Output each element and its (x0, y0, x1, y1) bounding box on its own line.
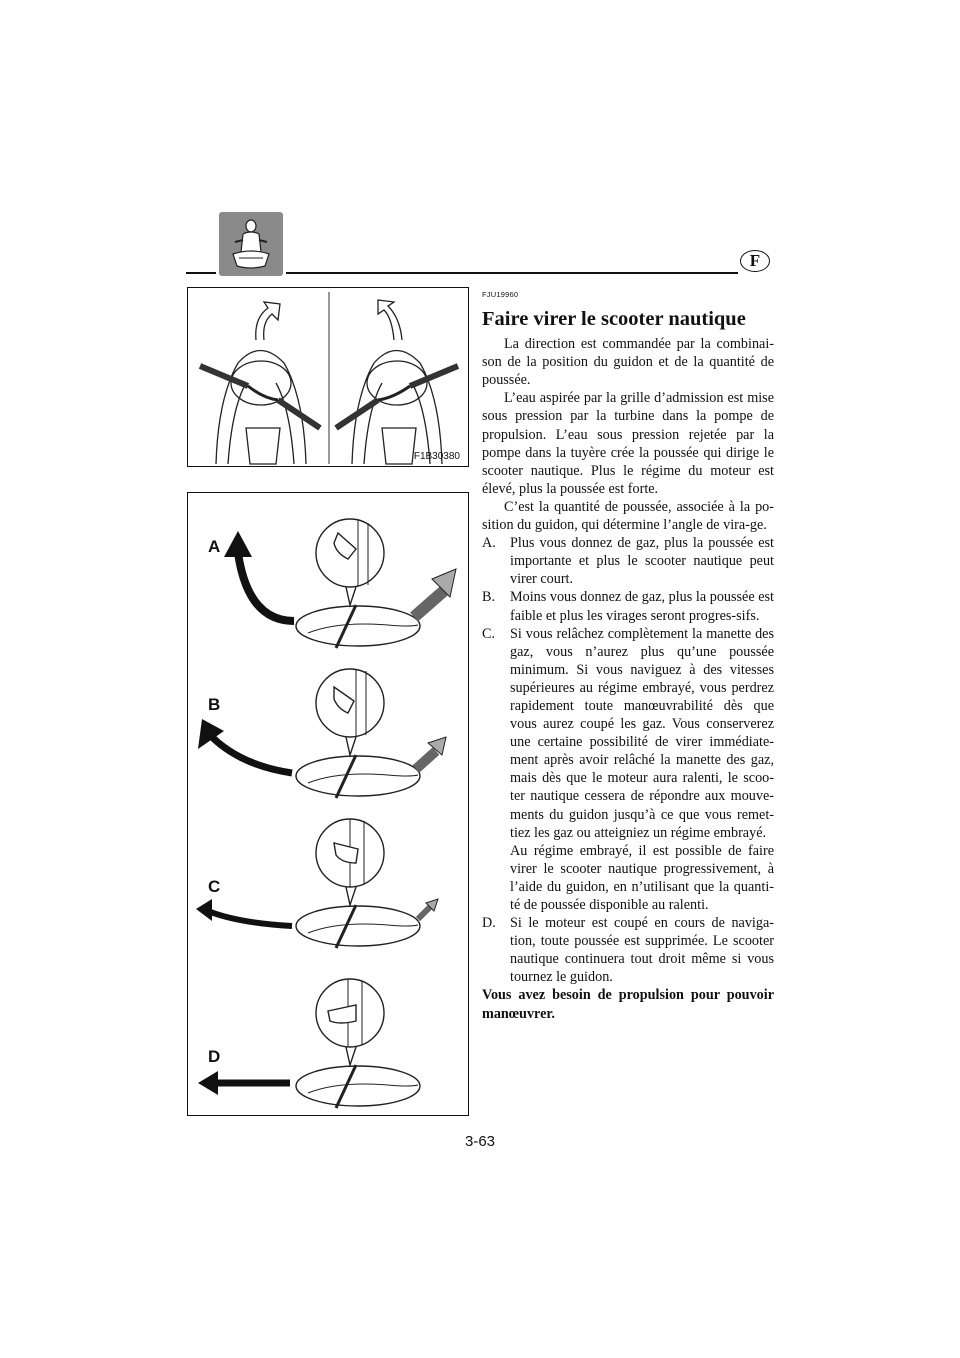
throttle-steps-illustration (188, 493, 467, 1114)
list-text: Si le moteur est coupé en cours de naviga-tion, toute poussée est supprimée. Le scooter nautique continuera tout droit même si vous tournez le guidon. (510, 915, 774, 986)
step-label-c: C (208, 877, 221, 896)
list-item-d (482, 914, 774, 986)
list-text: Si vous relâchez complètement la manette des gaz, vous n’aurez plus qu’une poussée minimum. Si vous naviguez à des vitesses supérieures au régime embrayé, vous perdrez rapidement toute manœuvrabilité dès que vous aurez coupé les gaz. Vous conserverez une certaine possibilité de virer immédiate-ment après avoir relâché la manette des gaz, mais dès que le moteur aura ralenti, le scoo-ter nautique cessera de répondre aux mouve-ments du guidon jusqu’à ce que vous remet-tiez les gaz ou atteigniez un régime embrayé. (510, 625, 774, 841)
handlebar-left-panel (200, 302, 320, 464)
warning-note: Vous avez besoin de propulsion pour pouvoir manœuvrer. (482, 987, 774, 1022)
header-rule-left (186, 272, 216, 274)
chapter-tab (219, 212, 283, 276)
step-label-d: D (208, 1047, 221, 1066)
list-label: A. (482, 535, 496, 552)
step-b-diagram (198, 669, 446, 798)
list-item-c (482, 625, 774, 842)
jet-ski-rider-icon (219, 212, 283, 276)
list-item-c-continued: Au régime embrayé, il est possible de faire virer le scooter nautique progressivement, à l’aide du guidon, en n’utilisant que la quanti-té de poussée disponible au ralenti. (510, 842, 774, 913)
list-text: Plus vous donnez de gaz, plus la poussée est importante et plus le scooter nautique peut virer court. (510, 535, 774, 588)
page-number: 3-63 (464, 1133, 496, 1150)
figure-code: F1B30380 (413, 451, 460, 462)
list-label: B. (482, 589, 496, 606)
section-id: FJU19960 (482, 290, 519, 299)
header-rule-right (286, 272, 738, 274)
paragraph: L’eau aspirée par la grille d’admission est mise sous pression par la turbine dans la pompe de propulsion. L’eau sous pression rejetée par la pompe dans la tuyère crée la poussée qui dirige le scooter nautique. Plus le régime du moteur est élevé, plus la poussée est forte. (482, 390, 774, 497)
handlebar-illustration (188, 288, 467, 465)
figure-handlebar (187, 287, 469, 467)
handlebar-right-panel (336, 300, 458, 464)
list-item-a (482, 534, 774, 588)
figure-throttle-steps (187, 492, 469, 1116)
list-label: D. (482, 915, 496, 932)
list-item-b (482, 588, 774, 624)
step-label-a: A (208, 537, 221, 556)
list-label: C. (482, 625, 496, 642)
text-column (482, 286, 774, 1023)
step-d-diagram (198, 979, 420, 1108)
step-a-diagram (224, 519, 456, 648)
step-c-diagram (196, 819, 438, 948)
section-title: Faire virer le scooter nautique (482, 308, 746, 331)
list-text: Moins vous donnez de gaz, plus la poussée est faible et plus les virages seront progres-sifs. (510, 589, 774, 624)
language-badge: F (740, 250, 770, 272)
paragraph: C’est la quantité de poussée, associée à la po-sition du guidon, qui détermine l’angle de vira-ge. (482, 498, 774, 534)
paragraph: La direction est commandée par la combinai-son de la position du guidon et de la quantité de poussée. (482, 336, 774, 389)
step-label-b: B (208, 695, 221, 714)
